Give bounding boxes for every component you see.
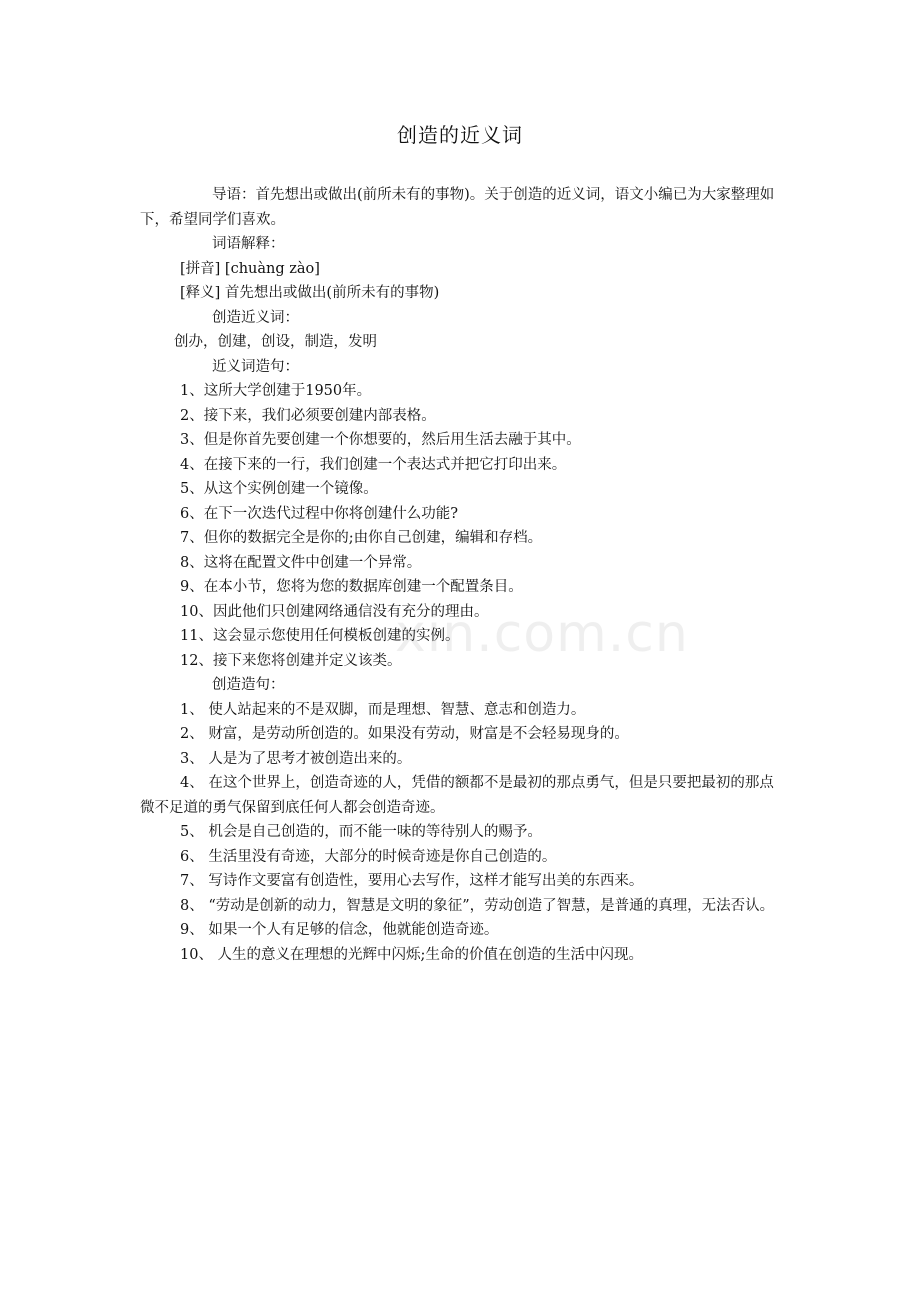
synonym-sentence: 8、这将在配置文件中创建一个异常。 bbox=[180, 554, 422, 571]
synonyms-list: 创办，创建，创设，制造，发明 bbox=[174, 334, 377, 350]
synonym-sentence: 1、这所大学创建于1950年。 bbox=[180, 383, 372, 399]
explanation-heading: 词语解释： bbox=[212, 236, 285, 252]
creation-sentence: 4、 在这个世界上，创造奇迹的人，凭借的额都不是最初的那点勇气，但是只要把最初的那点微不足道的勇气保留到底任何人都会创造奇迹。 bbox=[140, 775, 774, 816]
synonym-sentence: 5、从这个实例创建一个镜像。 bbox=[180, 481, 378, 497]
meaning-line: [释义] 首先想出或做出(前所未有的事物) bbox=[180, 285, 440, 301]
synonym-sentence: 6、在下一次迭代过程中你将创建什么功能? bbox=[180, 505, 458, 522]
site-watermark: xin.com.cn bbox=[395, 604, 689, 664]
creation-sentence: 3、 人是为了思考才被创造出来的。 bbox=[180, 750, 412, 767]
pinyin-line: [拼音] [chuàng zào] bbox=[180, 260, 320, 277]
synonym-sentence: 11、这会显示您使用任何模板创建的实例。 bbox=[180, 628, 460, 644]
synonym-sentence: 3、但是你首先要创建一个你想要的，然后用生活去融于其中。 bbox=[180, 432, 581, 448]
intro-paragraph: 导语：首先想出或做出(前所未有的事物)。关于创造的近义词，语文小编已为大家整理如下，希望同学们喜欢。 bbox=[140, 187, 775, 228]
document-body bbox=[140, 183, 782, 967]
synonym-sentence: 9、在本小节，您将为您的数据库创建一个配置条目。 bbox=[180, 579, 523, 595]
synonyms-heading: 创造近义词： bbox=[212, 309, 299, 326]
creation-sentence: 7、 写诗作文要富有创造性，要用心去写作，这样才能写出美的东西来。 bbox=[180, 873, 644, 889]
synonym-sentences-heading: 近义词造句： bbox=[212, 358, 299, 375]
creation-sentence: 8、 “劳动是创新的动力，智慧是文明的象征”，劳动创造了智慧，是普通的真理，无法否认。 bbox=[180, 897, 775, 914]
synonym-sentence: 10、因此他们只创建网络通信没有充分的理由。 bbox=[180, 603, 489, 620]
creation-sentence: 2、 财富，是劳动所创造的。如果没有劳动，财富是不会轻易现身的。 bbox=[180, 726, 629, 742]
creation-sentence: 5、 机会是自己创造的，而不能一味的等待别人的赐予。 bbox=[180, 824, 542, 840]
synonym-sentence: 12、接下来您将创建并定义该类。 bbox=[180, 652, 402, 669]
synonym-sentence: 4、在接下来的一行，我们创建一个表达式并把它打印出来。 bbox=[180, 456, 567, 473]
creation-sentences-heading: 创造造句： bbox=[212, 677, 285, 693]
creation-sentence: 1、 使人站起来的不是双脚，而是理想、智慧、意志和创造力。 bbox=[180, 701, 586, 718]
creation-sentence: 9、 如果一个人有足够的信念，他就能创造奇迹。 bbox=[180, 922, 499, 938]
synonym-sentence: 2、接下来，我们必须要创建内部表格。 bbox=[180, 407, 436, 424]
creation-sentence: 10、 人生的意义在理想的光辉中闪烁;生命的价值在创造的生活中闪现。 bbox=[180, 946, 643, 963]
synonym-sentence: 7、但你的数据完全是你的;由你自己创建，编辑和存档。 bbox=[180, 530, 543, 546]
document-title: 创造的近义词 bbox=[397, 123, 523, 147]
creation-sentence: 6、 生活里没有奇迹，大部分的时候奇迹是你自己创造的。 bbox=[180, 848, 557, 865]
